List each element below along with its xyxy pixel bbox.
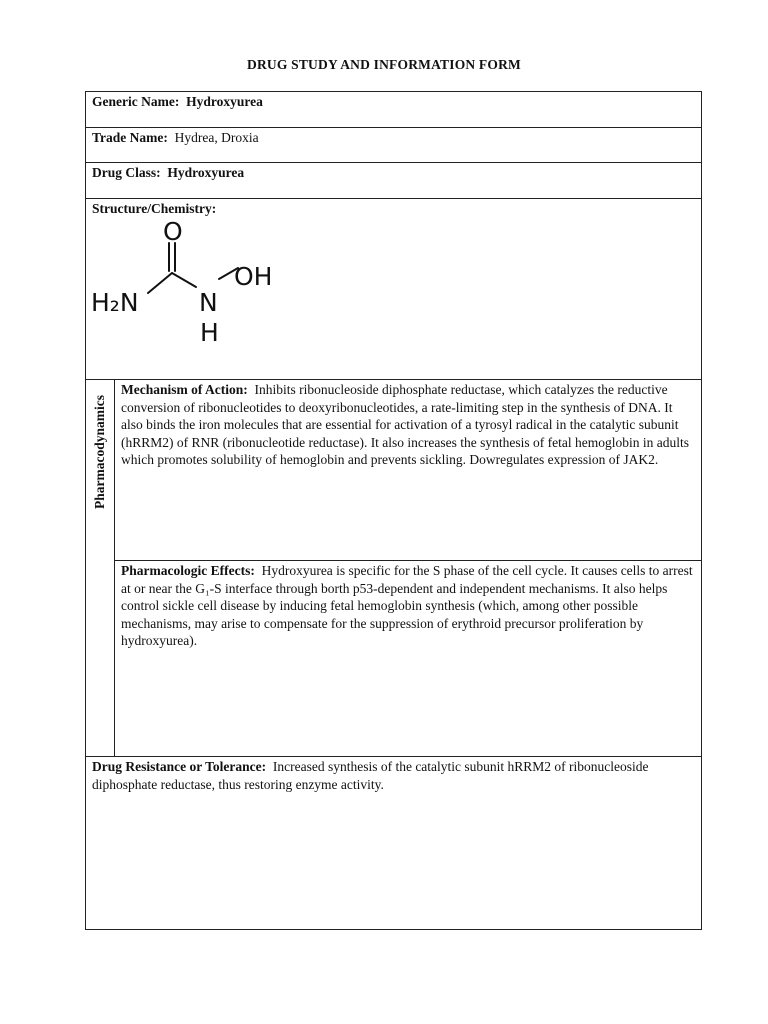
- drug-class-value: Hydroxyurea: [167, 165, 245, 180]
- effects-text: Hydroxyurea is specific for the S phase of the cell cycle. It causes cells to arrest at or near the G₁-S interface through borth p53-dependent and independent mechanisms. It also helps control sickle cell disease by inducing fetal hemoglobin synthesis (which, among other possible mechanisms, may arise to compensate for the suppression of erythroid precursor proliferation by hydroxyurea).: [121, 563, 693, 649]
- structure-row: [86, 199, 701, 380]
- generic-name-value: Hydroxyurea: [186, 94, 263, 109]
- atom-hydroxyl: OH: [234, 262, 273, 291]
- atom-amine-group: H₂N: [91, 288, 139, 317]
- atom-amide-hydrogen: H: [200, 318, 219, 344]
- trade-name-value: Hydrea, Droxia: [174, 130, 259, 145]
- structure-label: Structure/Chemistry:: [92, 201, 217, 216]
- bond-carbon-nitrogen: [172, 273, 196, 287]
- trade-name-label: Trade Name:: [92, 130, 168, 145]
- pharmacodynamics-side-column: [86, 380, 115, 756]
- drug-class-row: [86, 163, 701, 199]
- pharmacologic-effects-cell: [115, 561, 701, 757]
- mechanism-of-action-cell: [115, 380, 701, 561]
- pharmacodynamics-label-text: Pharmacodynamics: [92, 395, 107, 509]
- mechanism-label: Mechanism of Action:: [121, 382, 248, 397]
- bond-amine-carbon: [148, 273, 172, 293]
- resistance-text: Increased synthesis of the catalytic subunit hRRM2 of ribonucleoside diphosphate reductase, thus restoring enzyme activity.: [92, 759, 649, 792]
- mechanism-text: Inhibits ribonucleoside diphosphate reductase, which catalyzes the reductive conversion of ribonucleotides to deoxyribonucleotides, a rate-limiting step in the synthesis of DNA. It also binds the iron molecules that are essential for activation of a tyrosyl radical in the catalytic subunit (hRRM2) of RNR (ribonucleotide reductase). It also increases the synthesis of fetal hemoglobin in adults which promotes solubility of hemoglobin and prevents sickling. Dowregulates expression of JAK2.: [121, 382, 689, 468]
- generic-name-row: [86, 92, 701, 128]
- atom-amide-nitrogen: N: [199, 288, 218, 317]
- atom-oxygen: O: [163, 219, 183, 246]
- effects-label: Pharmacologic Effects:: [121, 563, 255, 578]
- hydroxyurea-structure-diagram: [88, 219, 288, 344]
- resistance-row: [86, 757, 701, 929]
- resistance-label: Drug Resistance or Tolerance:: [92, 759, 267, 774]
- drug-class-label: Drug Class:: [92, 165, 161, 180]
- trade-name-row: [86, 128, 701, 163]
- drug-form: [85, 91, 702, 930]
- form-title: DRUG STUDY AND INFORMATION FORM: [247, 57, 521, 72]
- generic-name-label: Generic Name:: [92, 94, 180, 109]
- pharmacodynamics-section: [86, 380, 701, 757]
